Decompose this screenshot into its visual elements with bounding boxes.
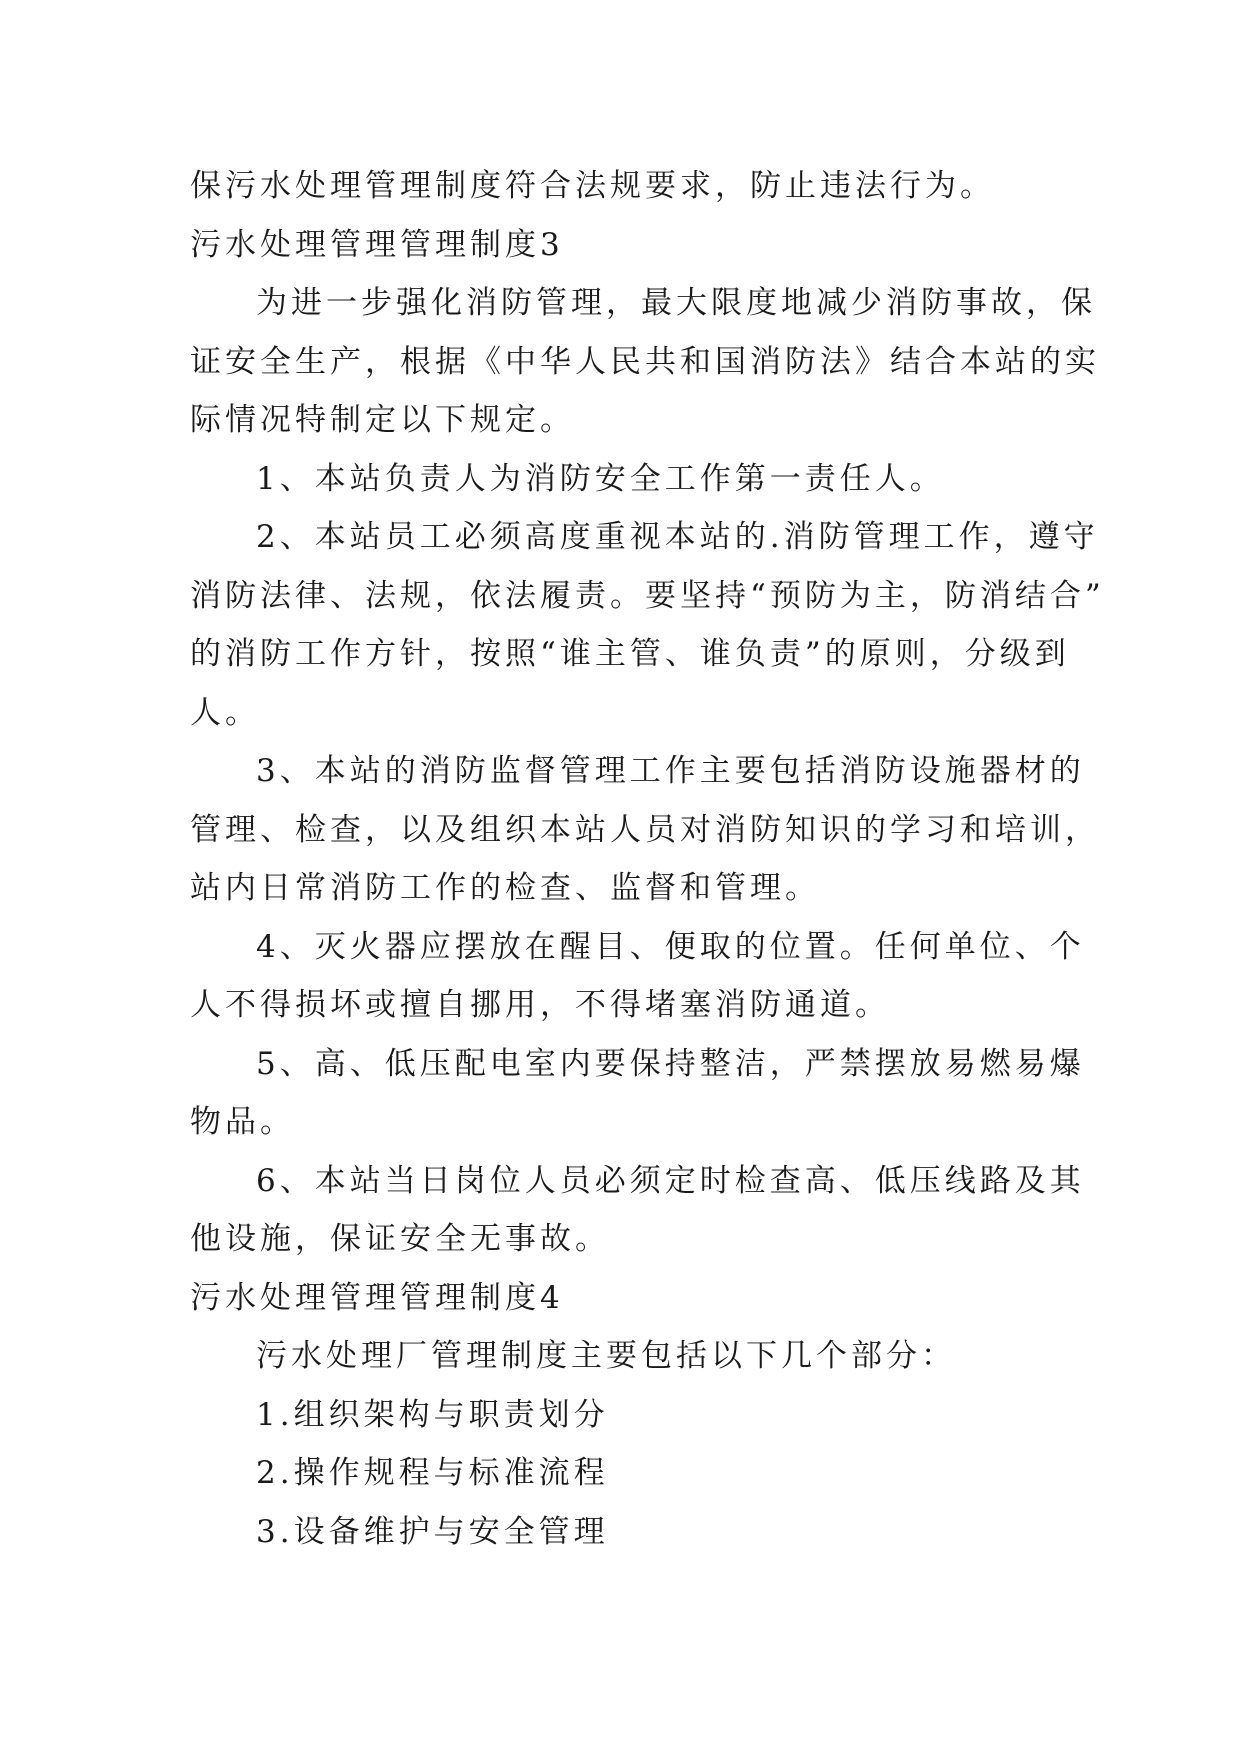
body-line: 物品。 [190,1104,295,1140]
section-heading-4: 污水处理管理管理制度4 [190,1279,564,1316]
body-line: 人。 [190,694,260,731]
body-line: 际情况特制定以下规定。 [190,402,575,438]
list-item: 2.操作规程与标准流程 [256,1455,609,1491]
list-item: 4、灭火器应摆放在醒目、便取的位置。任何单位、个 [256,928,1085,965]
body-line: 消防法律、法规，依法履责。要坚持“预防为主，防消结合” [190,577,1105,614]
body-line: 管理、检查，以及组织本站人员对消防知识的学习和培训， [190,811,1100,848]
list-item: 1.组织架构与职责划分 [256,1396,609,1433]
body-line: 站内日常消防工作的检查、监督和管理。 [190,870,820,906]
list-item: 2、本站员工必须高度重视本站的.消防管理工作，遵守 [256,519,1099,555]
list-item: 3、本站的消防监督管理工作主要包括消防设施器材的 [256,753,1085,789]
list-item: 6、本站当日岗位人员必须定时检查高、低压线路及其 [256,1162,1085,1199]
list-item: 3.设备维护与安全管理 [256,1513,609,1550]
body-line: 为进一步强化消防管理，最大限度地减少消防事故，保 [256,285,1096,321]
list-item: 1、本站负责人为消防安全工作第一责任人。 [256,460,945,497]
section-heading-3: 污水处理管理管理制度3 [190,226,564,263]
body-line: 证安全生产，根据《中华人民共和国消防法》结合本站的实 [190,343,1100,380]
document-body [190,157,1105,1561]
body-line: 的消防工作方针，按照“谁主管、谁负责”的原则，分级到 [190,636,1070,672]
body-line: 他设施，保证安全无事故。 [190,1221,610,1257]
list-item: 5、高、低压配电室内要保持整洁，严禁摆放易燃易爆 [256,1045,1085,1082]
body-line: 保污水处理管理制度符合法规要求，防止违法行为。 [190,168,995,204]
body-line: 人不得损坏或擅自挪用，不得堵塞消防通道。 [190,987,890,1023]
body-line: 污水处理厂管理制度主要包括以下几个部分： [256,1338,956,1374]
